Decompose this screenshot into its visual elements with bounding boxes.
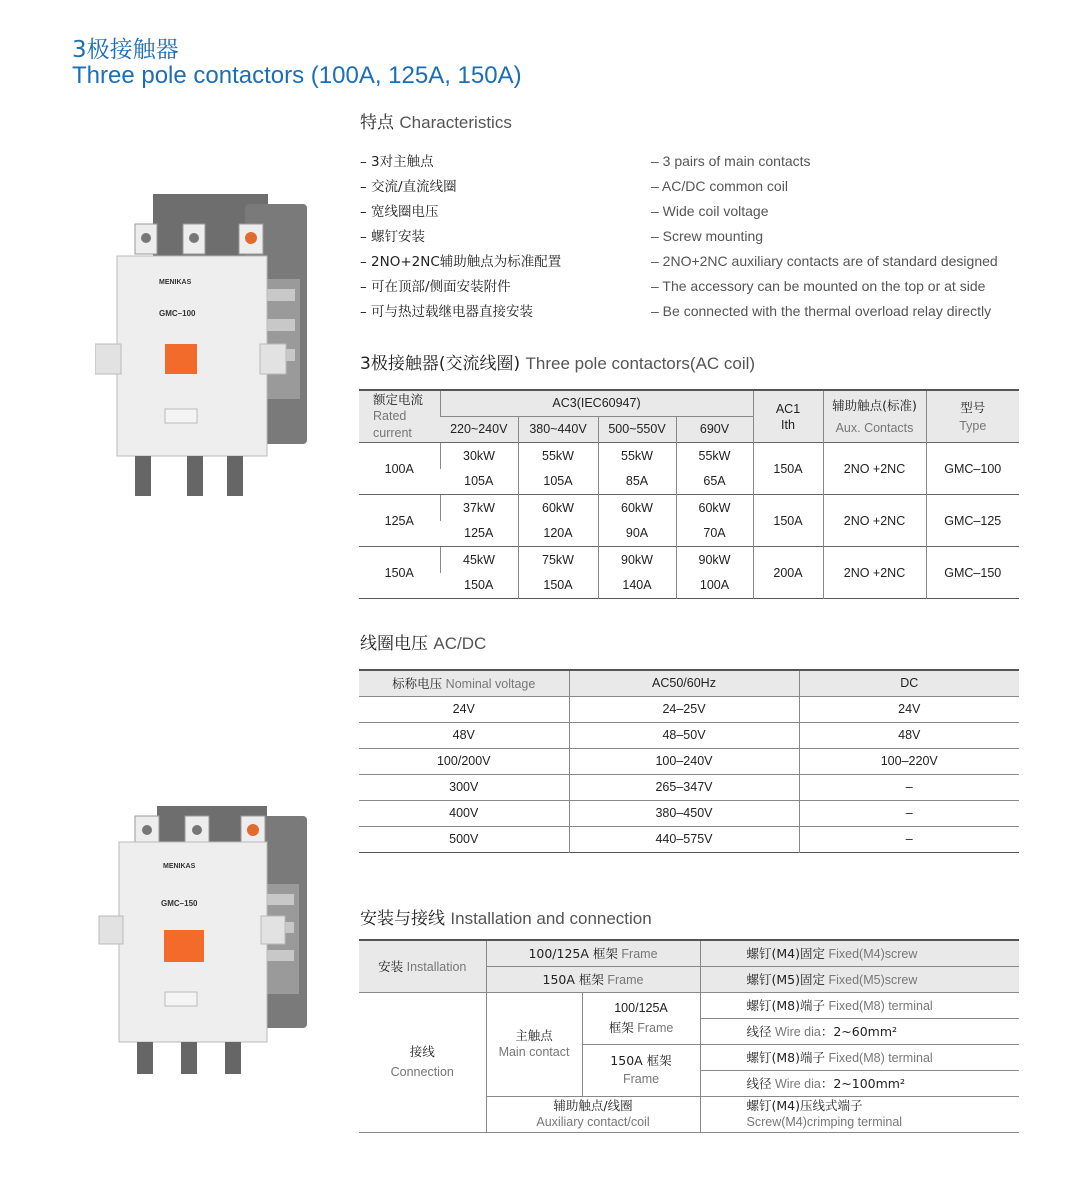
ac1-cell: 200A: [753, 547, 823, 599]
cell-label: 150A 框架: [610, 1053, 672, 1068]
cell-label: Connection: [390, 1065, 454, 1079]
cell-label: 框架: [608, 1019, 634, 1035]
voltage-header: 690V: [676, 416, 753, 442]
aux-cell: 2NO +2NC: [823, 547, 926, 599]
kw-cell: 60kW: [598, 495, 676, 521]
dc-cell: 24V: [799, 696, 1019, 722]
ac3-header: AC3(IEC60947): [440, 390, 753, 416]
ac-cell: 265–347V: [569, 774, 799, 800]
list-item: – 可与热过载继电器直接安装: [360, 304, 534, 320]
installation-heading-cn: 安装与接线: [360, 909, 445, 929]
installation-heading: [360, 904, 652, 929]
frame-100-value: [700, 940, 1019, 966]
characteristics-heading: [360, 108, 512, 133]
list-item: – Be connected with the thermal overload relay directly: [651, 303, 992, 319]
cell-label: Auxiliary contact/coil: [536, 1115, 650, 1129]
table-row: [359, 547, 1019, 573]
rated-current-cell: 100A: [359, 443, 440, 495]
ac1-cell: 150A: [753, 443, 823, 495]
aux-header: [823, 390, 926, 443]
kw-cell: 37kW: [440, 495, 518, 521]
characteristics-list-cn: [360, 150, 561, 325]
ac-coil-heading-cn: 3极接触器(交流线圈): [360, 354, 521, 374]
amp-cell: 150A: [464, 578, 494, 593]
aux-cell: 2NO +2NC: [823, 495, 926, 547]
table-row: [359, 748, 1019, 774]
cell-label: 100/125A 框架: [528, 946, 618, 962]
coil-voltage-heading-cn: 线圈电压: [360, 634, 428, 654]
rated-current-cell: 150A: [359, 547, 440, 599]
kw-cell: 55kW: [518, 443, 598, 469]
coil-voltage-table: [359, 669, 1019, 853]
wire-dia-value: [700, 1070, 1019, 1096]
cell-label: Fixed(M8) terminal: [828, 999, 933, 1013]
ac-coil-heading-en: Three pole contactors(AC coil): [525, 354, 756, 373]
characteristics-heading-cn: 特点: [360, 113, 394, 133]
frame-150-value: [700, 966, 1019, 992]
connection-label: [359, 992, 486, 1132]
ac-header: AC50/60Hz: [569, 670, 799, 696]
kw-cell: 90kW: [676, 547, 753, 573]
cell-label: ：2~60mm²: [820, 1024, 898, 1039]
voltage-header: 380~440V: [518, 416, 598, 442]
cell-label: 辅助触点/线圈: [553, 1098, 633, 1113]
product-model-label: GMC–150: [161, 899, 198, 908]
cell-label: 螺钉(M8)端子: [746, 998, 825, 1013]
cell-label: Wire dia: [775, 1077, 821, 1091]
ac-cell: 100–240V: [569, 748, 799, 774]
table-row: [359, 495, 1019, 521]
kw-cell: 55kW: [676, 443, 753, 469]
installation-label: [359, 940, 486, 992]
cell-label: ：2~100mm²: [820, 1076, 905, 1091]
page-title-cn: 3极接触器: [72, 37, 179, 63]
list-item: – Screw mounting: [651, 228, 764, 244]
kw-cell: 75kW: [518, 547, 598, 573]
ac-coil-heading: [360, 349, 755, 374]
coil-voltage-heading-en: AC/DC: [433, 634, 487, 653]
dc-cell: 48V: [799, 722, 1019, 748]
dc-cell: –: [799, 800, 1019, 826]
nominal-cell: 100/200V: [359, 748, 569, 774]
list-item: – Wide coil voltage: [651, 203, 769, 219]
cell-label: Frame: [621, 947, 658, 962]
table-row: [359, 443, 1019, 469]
dc-cell: –: [799, 774, 1019, 800]
frame-150a-label: [582, 1044, 700, 1096]
ac-coil-table: [359, 389, 1019, 599]
product-brand-label: MENIKAS: [159, 279, 192, 286]
header-label: AC1: [775, 401, 801, 416]
cell-label: Frame: [607, 973, 644, 987]
aux-cell: 2NO +2NC: [823, 443, 926, 495]
cell-label: 接线: [409, 1044, 435, 1059]
header-label: 型号: [960, 399, 986, 415]
list-item: – 宽线圈电压: [360, 204, 439, 220]
list-item: – 交流/直流线圈: [360, 179, 457, 195]
ac-cell: 380–450V: [569, 800, 799, 826]
table-row: [359, 722, 1019, 748]
header-label: current: [373, 426, 412, 440]
kw-cell: 90kW: [598, 547, 676, 573]
voltage-header: 500~550V: [598, 416, 676, 442]
kw-cell: 55kW: [598, 443, 676, 469]
amp-cell: 70A: [676, 521, 753, 547]
kw-cell: 60kW: [518, 495, 598, 521]
cell-label: 线径: [746, 1076, 772, 1091]
cell-label: Fixed(M5)screw: [828, 973, 918, 987]
cell-label: Fixed(M8) terminal: [828, 1051, 933, 1065]
amp-cell: 65A: [676, 469, 753, 495]
amp-cell: 120A: [518, 521, 598, 547]
dc-cell: –: [799, 826, 1019, 852]
coil-voltage-heading: [360, 629, 486, 654]
amp-cell: 105A: [518, 469, 598, 495]
product-model-label: GMC–100: [159, 309, 196, 318]
ac-cell: 48–50V: [569, 722, 799, 748]
cell-label: 螺钉(M4)压线式端子: [746, 1098, 863, 1113]
cell-label: 螺钉(M4)固定: [746, 946, 825, 962]
type-cell: GMC–125: [926, 495, 1019, 547]
kw-cell: 30kW: [440, 443, 518, 469]
header-label: Type: [959, 418, 987, 433]
rated-current-header: [359, 390, 440, 443]
list-item: – The accessory can be mounted on the top or at side: [651, 278, 986, 294]
dc-cell: 100–220V: [799, 748, 1019, 774]
frame-100-label: [486, 940, 700, 966]
ac-cell: 440–575V: [569, 826, 799, 852]
header-label: Rated: [373, 409, 407, 423]
m8-terminal-value: [700, 1044, 1019, 1070]
cell-label: Main contact: [498, 1045, 570, 1059]
kw-cell: 60kW: [676, 495, 753, 521]
voltage-header: 220~240V: [450, 422, 508, 437]
list-item: – AC/DC common coil: [651, 178, 788, 194]
header-label: 额定电流: [373, 392, 424, 407]
list-item: – 3对主触点: [360, 154, 434, 170]
list-item: – 螺钉安装: [360, 229, 426, 245]
table-row: [359, 696, 1019, 722]
cell-label: 100/125A: [614, 1000, 668, 1015]
rated-current-cell: 125A: [359, 495, 440, 547]
frame-150-label: [486, 966, 700, 992]
characteristics-list-en: [651, 149, 998, 324]
dc-header: DC: [799, 670, 1019, 696]
nominal-cell: 48V: [359, 722, 569, 748]
installation-table: [359, 939, 1019, 1133]
installation-heading-en: Installation and connection: [450, 909, 652, 928]
amp-cell: 90A: [598, 521, 676, 547]
cell-label: 150A 框架: [542, 972, 604, 987]
cell-label: Frame: [622, 1072, 660, 1086]
type-cell: GMC–100: [926, 443, 1019, 495]
header-label: Ith: [781, 417, 795, 432]
ac1-cell: 150A: [753, 495, 823, 547]
ac1-header: [753, 390, 823, 443]
table-row: [359, 826, 1019, 852]
kw-cell: 45kW: [440, 547, 518, 573]
cell-label: Frame: [637, 1020, 674, 1035]
cell-label: Wire dia: [775, 1025, 821, 1039]
cell-label: 螺钉(M5)固定: [746, 972, 825, 987]
amp-cell: 105A: [464, 474, 494, 489]
list-item: – 3 pairs of main contacts: [651, 153, 811, 169]
nominal-voltage-header: [359, 670, 569, 696]
page-title-en: Three pole contactors (100A, 125A, 150A): [72, 62, 522, 89]
nominal-cell: 24V: [359, 696, 569, 722]
amp-cell: 150A: [518, 573, 598, 599]
type-cell: GMC–150: [926, 547, 1019, 599]
contactor-gmc100-image: [95, 194, 310, 499]
characteristics-heading-en: Characteristics: [399, 113, 512, 132]
cell-label: 螺钉(M8)端子: [746, 1050, 825, 1065]
cell-label: Screw(M4)crimping terminal: [746, 1115, 903, 1129]
list-item: – 可在顶部/侧面安装附件: [360, 279, 511, 295]
amp-cell: 125A: [464, 526, 494, 541]
table-row: [359, 800, 1019, 826]
table-row: [359, 940, 1019, 966]
frame-100-125-label: [582, 992, 700, 1044]
header-label: Aux. Contacts: [835, 420, 914, 435]
main-contact-label: [486, 992, 582, 1096]
cell-label: 安装: [378, 959, 404, 975]
list-item: – 2NO+2NC auxiliary contacts are of standard designed: [651, 253, 998, 269]
table-row: [359, 992, 1019, 1018]
amp-cell: 140A: [598, 573, 676, 599]
m8-terminal-value: [700, 992, 1019, 1018]
wire-dia-value: [700, 1018, 1019, 1044]
nominal-cell: 500V: [359, 826, 569, 852]
cell-label: Installation: [406, 960, 467, 975]
ac-cell: 24–25V: [569, 696, 799, 722]
table-row: [359, 774, 1019, 800]
aux-coil-value: [700, 1096, 1019, 1132]
product-brand-label: MENIKAS: [163, 863, 196, 870]
amp-cell: 85A: [598, 469, 676, 495]
cell-label: Fixed(M4)screw: [828, 947, 918, 962]
amp-cell: 100A: [676, 573, 753, 599]
aux-coil-label: [486, 1096, 700, 1132]
header-label: 标称电压: [392, 676, 443, 692]
contactor-gmc150-image: [95, 806, 310, 1076]
type-header: [926, 390, 1019, 443]
cell-label: 线径: [746, 1024, 772, 1039]
nominal-cell: 400V: [359, 800, 569, 826]
list-item: – 2NO+2NC辅助触点为标准配置: [360, 254, 562, 270]
header-label: 辅助触点(标准): [832, 397, 917, 413]
header-label: Nominal voltage: [445, 677, 536, 692]
cell-label: 主触点: [515, 1028, 553, 1043]
nominal-cell: 300V: [359, 774, 569, 800]
